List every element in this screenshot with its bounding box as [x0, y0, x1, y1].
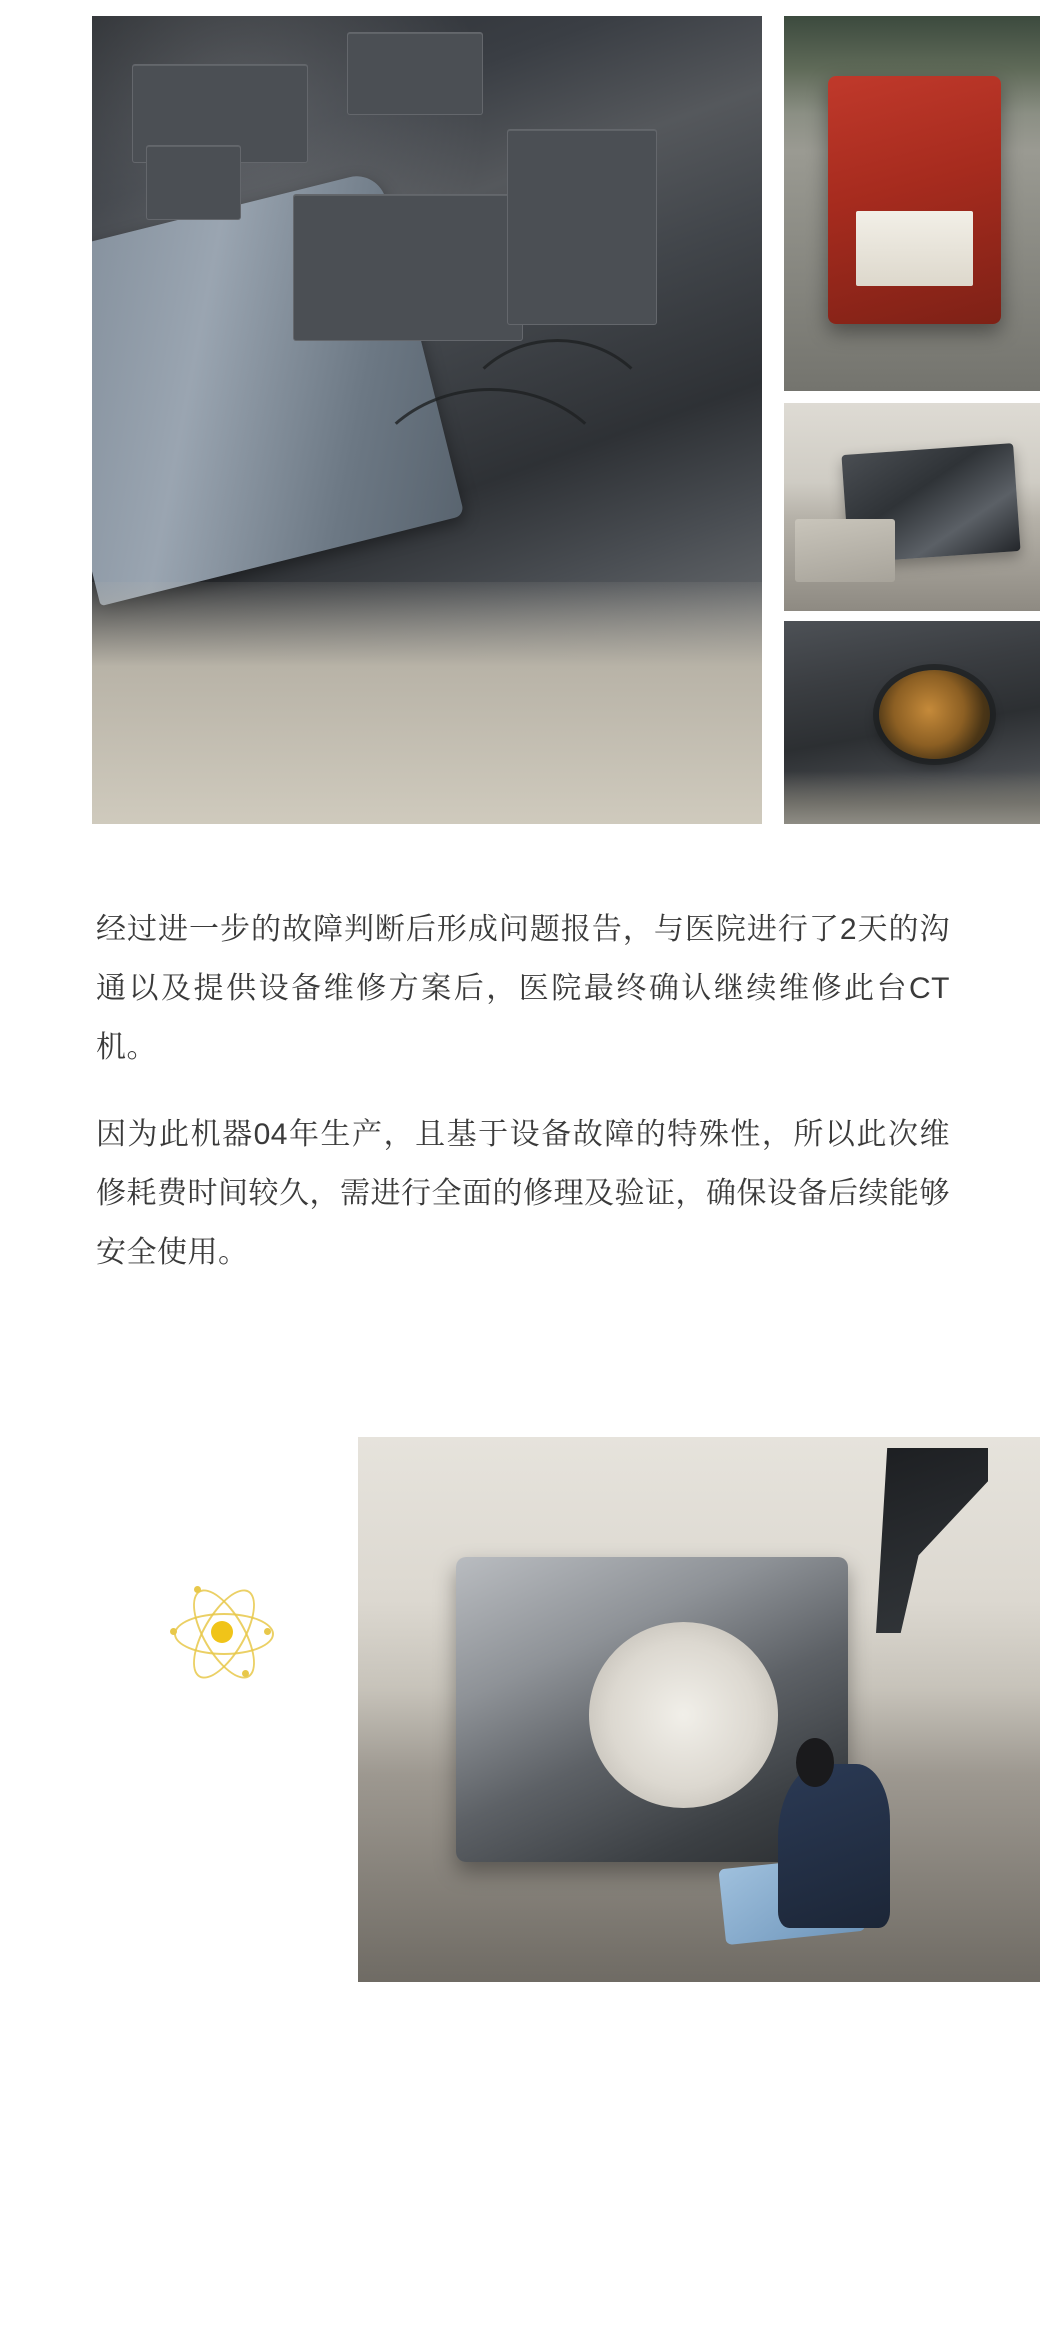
crane-shape	[876, 1448, 988, 1633]
photo-gantry-room	[784, 403, 1040, 611]
photo-rotor	[784, 621, 1040, 824]
photo-main-image	[92, 16, 762, 824]
paragraph-1: 经过进一步的故障判断后形成问题报告，与医院进行了2天的沟通以及提供设备维修方案后，医院最终确认继续维修此台CT机。	[96, 913, 950, 1064]
photo-workshop	[358, 1437, 1040, 1982]
photo-red-motor	[784, 16, 1040, 391]
photo-workshop-image	[358, 1437, 1040, 1982]
article-body	[96, 900, 950, 1310]
atom-nucleus	[211, 1621, 233, 1643]
technician-shape	[778, 1764, 890, 1928]
photo-gallery	[52, 0, 1012, 808]
atom-electron-4	[242, 1670, 249, 1677]
photo-red-motor-image	[784, 16, 1040, 391]
atom-electron-3	[194, 1586, 201, 1593]
photo-rotor-image	[784, 621, 1040, 824]
atom-icon	[168, 1578, 276, 1686]
paragraph-2: 因为此机器04年生产，且基于设备故障的特殊性，所以此次维修耗费时间较久，需进行全面的修理及验证，确保设备后续能够安全使用。	[96, 1118, 950, 1269]
photo-gantry-room-image	[784, 403, 1040, 611]
atom-electron-1	[170, 1628, 177, 1635]
atom-electron-2	[264, 1628, 271, 1635]
photo-main	[92, 16, 762, 824]
